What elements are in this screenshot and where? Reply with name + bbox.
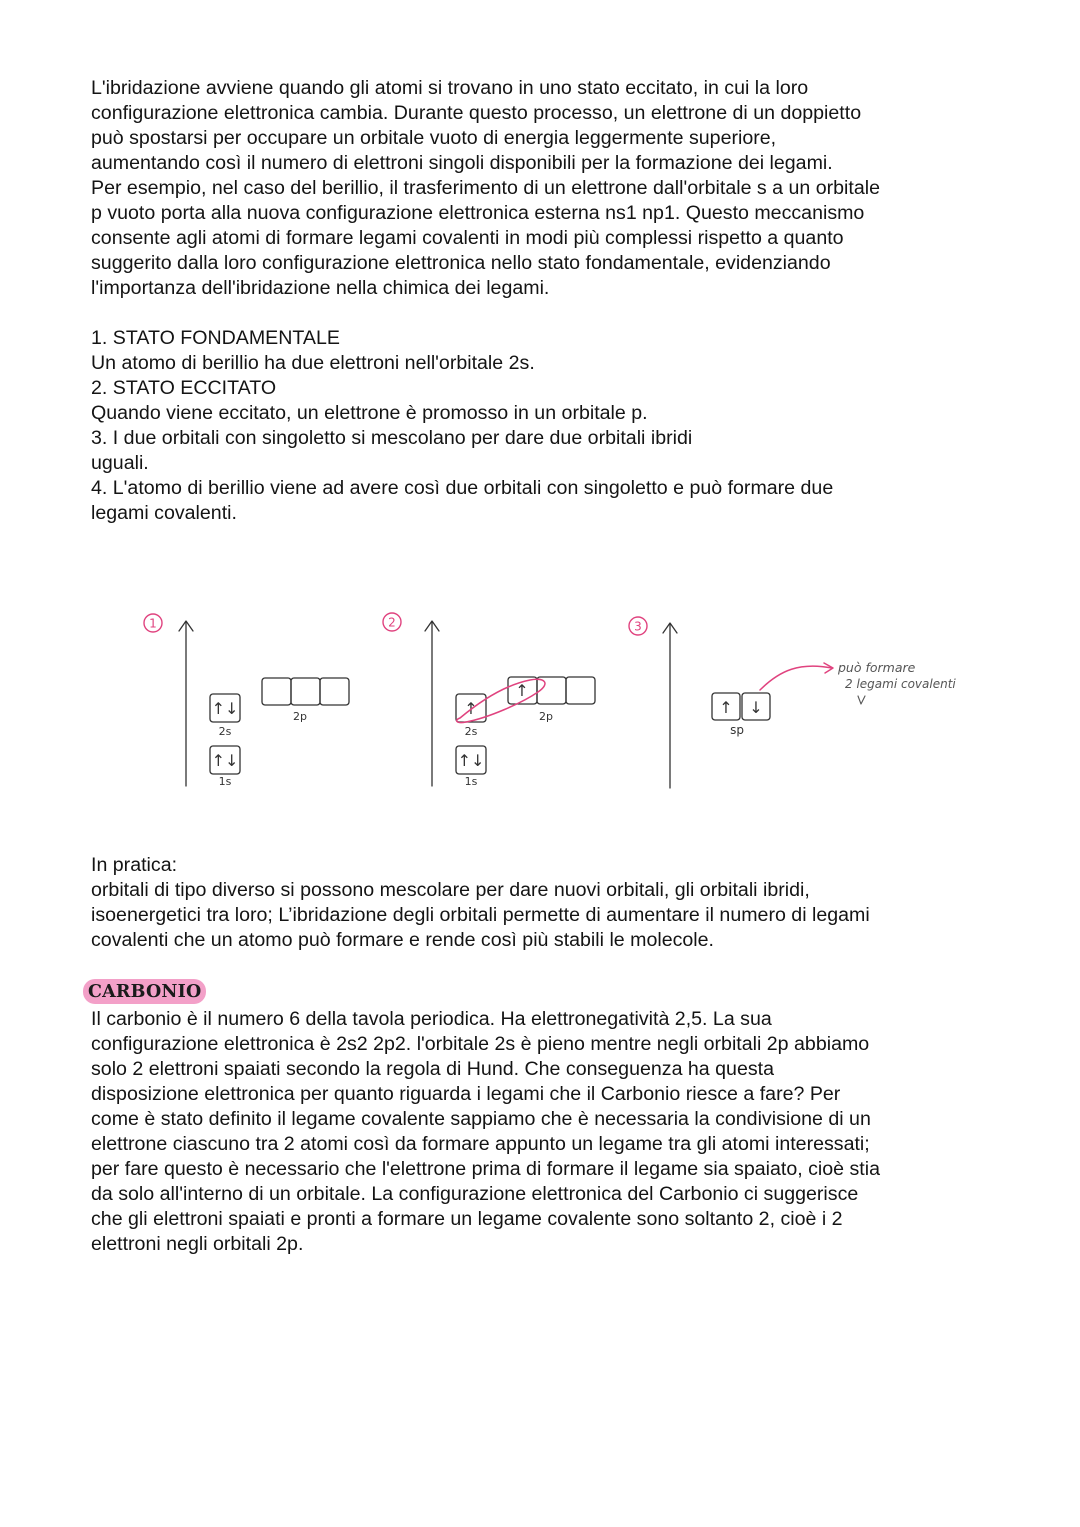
text-line: solo 2 elettroni spaiati secondo la regola di Hund. Che conseguenza ha questa — [91, 1058, 774, 1080]
text-line: consente agli atomi di formare legami covalenti in modi più complessi rispetto a quanto — [91, 227, 844, 249]
panel-sp-hybrid — [629, 617, 956, 788]
text-line: Per esempio, nel caso del berillio, il trasferimento di un elettrone dall'orbitale s a un orbitale — [91, 177, 881, 199]
single-electron-down: ↓ — [749, 698, 763, 717]
orbital-box-2p-3 — [320, 678, 349, 705]
text-line: disposizione elettronica per quanto riguarda i legami che il Carbonio riesce a fare? Per — [91, 1083, 841, 1105]
text-line: l'importanza dell'ibridazione nella chimica dei legami. — [91, 277, 550, 299]
carbon-heading: CARBONIO — [83, 979, 206, 1004]
step-text: 3. I due orbitali con singoletto si mescolano per dare due orbitali ibridi — [91, 427, 693, 449]
text-line: per fare questo è necessario che l'elettrone prima di formare il legame sia spaiato, cioè stia — [91, 1158, 880, 1180]
step-heading: 2. STATO ECCITATO — [91, 377, 277, 399]
text-line: In pratica: — [91, 854, 178, 876]
label-2s: 2s — [218, 725, 232, 738]
text-line: come è stato definito il legame covalente sappiamo che è necessaria la condivisione di un — [91, 1108, 871, 1130]
text-line: che gli elettroni spaiati e pronti a formare un legame covalente sono soltanto 2, cioè i 2 — [91, 1208, 843, 1230]
note-line-2: 2 legami covalenti — [845, 677, 956, 691]
single-electron-up: ↑ — [719, 698, 733, 717]
step-number: 2 — [388, 615, 396, 630]
text-line: isoenergetici tra loro; L’ibridazione degli orbitali permette di aumentare il numero di legami — [91, 904, 870, 926]
text-line: elettrone ciascuno tra 2 atomi così da formare appunto un legame tra gli atomi interessati; — [91, 1133, 870, 1155]
step-number: 3 — [634, 619, 642, 634]
text-line: suggerito dalla loro configurazione elettronica nello stato fondamentale, evidenziando — [91, 252, 831, 274]
text-line: L'ibridazione avviene quando gli atomi si trovano in uno stato eccitato, in cui la loro — [91, 77, 809, 99]
orbital-box-2p-1 — [262, 678, 291, 705]
hybridization-steps — [91, 326, 991, 526]
label-1s: 1s — [464, 775, 478, 788]
label-2s: 2s — [464, 725, 478, 738]
note-arrow — [760, 666, 832, 690]
practice-paragraph — [91, 853, 991, 953]
note-caret — [858, 696, 865, 704]
text-line: Il carbonio è il numero 6 della tavola periodica. Ha elettronegatività 2,5. La sua — [91, 1008, 772, 1030]
step-text: legami covalenti. — [91, 502, 237, 524]
note-line-1: può formare — [838, 660, 916, 675]
step-text: uguali. — [91, 452, 149, 474]
step-text: Quando viene eccitato, un elettrone è promosso in un orbitale p. — [91, 402, 648, 424]
orbital-diagram — [120, 600, 980, 800]
text-line: p vuoto porta alla nuova configurazione elettronica esterna ns1 np1. Questo meccanismo — [91, 202, 865, 224]
text-line: può spostarsi per occupare un orbitale vuoto di energia leggermente superiore, — [91, 127, 777, 149]
single-electron-up: ↑ — [515, 681, 529, 700]
electron-pair: ↑↓ — [211, 699, 239, 718]
intro-paragraph — [91, 76, 991, 301]
step-text: 4. L'atomo di berillio viene ad avere così due orbitali con singoletto e può formare due — [91, 477, 834, 499]
step-number: 1 — [149, 616, 157, 631]
panel-ground-state — [144, 614, 349, 788]
single-electron-up: ↑ — [464, 699, 478, 718]
text-line: elettroni negli orbitali 2p. — [91, 1233, 304, 1255]
text-line: aumentando così il numero di elettroni singoli disponibili per la formazione dei legami. — [91, 152, 833, 174]
text-line: configurazione elettronica cambia. Durante questo processo, un elettrone di un doppietto — [91, 102, 862, 124]
step-heading: 1. STATO FONDAMENTALE — [91, 327, 340, 349]
text-line: covalenti che un atomo può formare e rende così più stabili le molecole. — [91, 929, 714, 951]
electron-pair: ↑↓ — [211, 751, 239, 770]
text-line: orbitali di tipo diverso si possono mescolare per dare nuovi orbitali, gli orbitali ibridi, — [91, 879, 810, 901]
orbital-box-2p-2 — [291, 678, 320, 705]
carbon-paragraph — [91, 1007, 991, 1257]
orbital-box-2p-3 — [566, 677, 595, 704]
label-1s: 1s — [218, 775, 232, 788]
text-line: da solo all'interno di un orbitale. La configurazione elettronica del Carbonio ci suggerisce — [91, 1183, 859, 1205]
orbital-box-2p-2 — [537, 677, 566, 704]
label-2p: 2p — [293, 710, 307, 723]
label-2p: 2p — [539, 710, 553, 723]
panel-excited-state — [383, 613, 595, 788]
label-sp: sp — [730, 723, 744, 737]
step-text: Un atomo di berillio ha due elettroni nell'orbitale 2s. — [91, 352, 535, 374]
text-line: configurazione elettronica è 2s2 2p2. l'orbitale 2s è pieno mentre negli orbitali 2p abbiamo — [91, 1033, 870, 1055]
electron-pair: ↑↓ — [457, 751, 485, 770]
